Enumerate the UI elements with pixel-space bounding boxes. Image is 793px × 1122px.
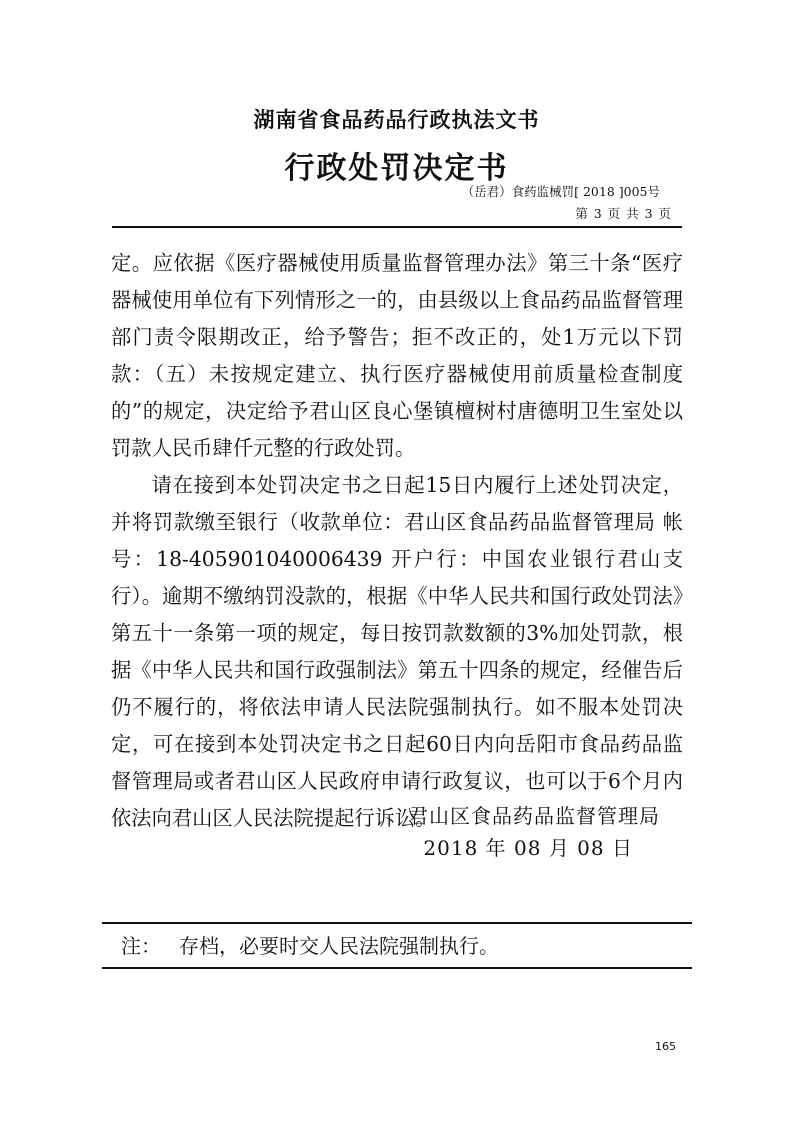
header-divider xyxy=(112,226,682,228)
body-paragraph-2: 请在接到本处罚决定书之日起15日内履行上述处罚决定，并将罚款缴至银行（收款单位：君山区食品药品监督管理局 帐号：18-405901040006439 开户行：中国农业银行君山支行）。逾期不缴纳罚没款的，根据《中华人民共和国行政处罚法》第五十一条第一项的规定，每日按罚款数额的3%加处罚款，根据《中华人民共和国行政强制法》第五十四条的规定，经催告后仍不履行的，将依法申请人民法院强制执行。如不服本处罚决定，可在接到本处罚决定书之日起60日内向岳阳市食品药品监督管理局或者君山区人民政府申请行政复议，也可以于6个月内依法向君山区人民法院提起行诉讼。 xyxy=(111,473,683,830)
page-count: 第 3 页 共 3 页 xyxy=(575,206,672,221)
document-title: 行政处罚决定书 xyxy=(284,151,509,186)
signature-date: 2018 年 08 月 08 日 xyxy=(423,836,633,860)
agency-title: 湖南省食品药品行政执法文书 xyxy=(253,108,540,132)
page-number: 165 xyxy=(655,1040,676,1053)
body-paragraph-1: 定。应依据《医疗器械使用质量监督管理办法》第三十条“医疗器械使用单位有下列情形之一的，由县级以上食品药品监督管理部门责令限期改正，给予警告；拒不改正的，处1万元以下罚款：（五）未按规定建立、执行医疗器械使用前质量检查制度的”的规定，决定给予君山区良心堡镇檀树村唐德明卫生室处以罚款人民币肆仟元整的行政处罚。 xyxy=(111,251,683,460)
document-number: （岳君）食药监械罚[ 2018 ]005号 xyxy=(461,184,660,199)
note xyxy=(121,930,681,959)
note-divider-top xyxy=(102,922,692,924)
document-body xyxy=(111,245,683,837)
note-text: 存档，必要时交人民法院强制执行。 xyxy=(179,934,499,958)
note-divider-bottom xyxy=(102,967,692,969)
note-label: 注： xyxy=(121,934,161,958)
signature-organization: 君山区食品药品监督管理局 xyxy=(408,804,660,828)
